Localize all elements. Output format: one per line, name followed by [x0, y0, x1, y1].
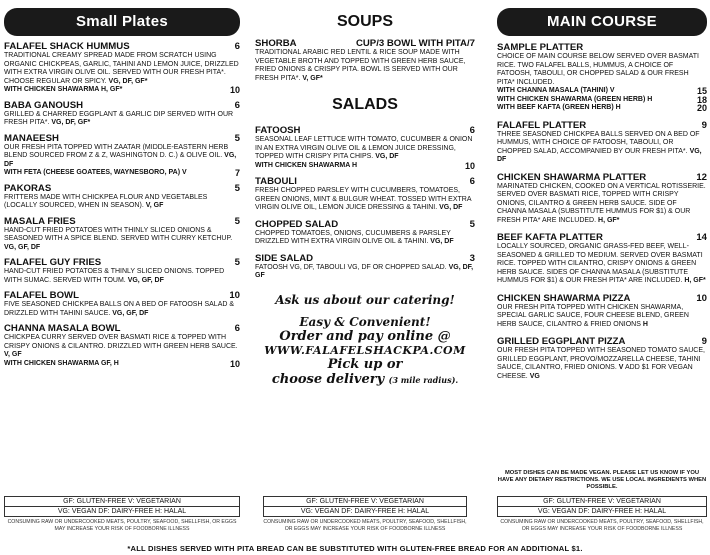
- item-name: PAKORAS: [4, 182, 52, 194]
- small-plate-item: [4, 133, 240, 178]
- item-price: 6: [234, 41, 240, 52]
- item-name: MASALA FRIES: [4, 215, 76, 227]
- item-addon: [4, 169, 240, 178]
- main-course-item: [497, 120, 707, 165]
- addon-label: WITH CHICKEN SHAWARMA H: [255, 161, 358, 169]
- item-heading: [255, 219, 475, 230]
- dietary-tags: VG, DF, GF: [255, 263, 474, 279]
- addon-price: 7: [234, 168, 240, 178]
- item-name: SHORBA: [255, 38, 297, 49]
- legend: GF: GLUTEN-FREE V: VEGETARIAN VG: VEGAN DF: DAIRY-FREE H: HALAL: [4, 496, 240, 517]
- item-name: CHICKEN SHAWARMA PIZZA: [497, 292, 631, 304]
- dietary-tags: VG, GF, DF: [4, 243, 41, 251]
- item-description: [4, 111, 240, 128]
- item-price: 5: [234, 132, 240, 144]
- item-desc-text: OUR FRESH PITA TOPPED WITH CHICKEN SHAWARMA, SPECIAL GARLIC SAUCE, FOUR CHEESE BLEND, GREEN HERB SAUCE, CILANTRO & FRIED ONIONS: [497, 303, 689, 328]
- sample-option: [497, 96, 707, 105]
- item-price: 6: [234, 323, 240, 334]
- small-plate-item: [4, 183, 240, 211]
- item-heading: [4, 100, 240, 111]
- item-price: 9: [701, 119, 707, 131]
- dietary-tags: H: [642, 320, 648, 328]
- item-description: [4, 144, 240, 170]
- food-safety-notice: CONSUMING RAW OR UNDERCOOKED MEATS, POULTRY, SEAFOOD, SHELLFISH, OR EGGS MAY INCREASE YOUR RISK OF FOODBORNE ILLNESS: [500, 519, 704, 532]
- item-name: GRILLED EGGPLANT PIZZA: [497, 336, 626, 347]
- item-price: 3: [469, 252, 475, 264]
- addon-price: 10: [229, 85, 240, 95]
- item-desc-text: OUR FRESH PITA TOPPED WITH SEASONED TOMATO SAUCE, GRILLED EGGPLANT, PROVO/MOZZARELLA CHEESE, TAHINI SAUCE, CILANTRO, FRIED ONIONS.: [497, 347, 705, 371]
- item-price: 10: [696, 292, 707, 304]
- item-name: BEEF KAFTA PLATTER: [497, 232, 603, 243]
- legend: GF: GLUTEN-FREE V: VEGETARIAN VG: VEGAN DF: DAIRY-FREE H: HALAL: [497, 496, 707, 517]
- item-description: [497, 183, 707, 226]
- dietary-tags: V, GF: [145, 202, 164, 209]
- item-heading: [4, 216, 240, 227]
- item-name: CHICKEN SHAWARMA PLATTER: [497, 171, 647, 183]
- salad-item: [255, 253, 475, 281]
- item-desc-text: HAND-CUT FRIED POTATOES & THINLY SLICED ONIONS. TOPPED WITH SUMAC. SERVED WITH TOUM.: [4, 268, 225, 284]
- dietary-tags: VG, GF, DF: [112, 309, 149, 317]
- item-description: [4, 301, 240, 318]
- small-plate-item: [4, 100, 240, 128]
- item-heading: [497, 293, 707, 304]
- dietary-tags: H, GF*: [684, 277, 706, 284]
- soups-heading: SOUPS: [336, 13, 393, 30]
- option-label: WITH CHICKEN SHAWARMA (GREEN HERB) H: [497, 95, 653, 103]
- promo-line-3: Pick up or: [327, 356, 403, 372]
- item-description: [255, 49, 475, 83]
- item-desc-text: CHOPPED TOMATOES, ONIONS, CUCUMBERS & PARSLEY DRIZZLED WITH EXTRA VIRGIN OLIVE OIL & TAHINI.: [255, 229, 451, 245]
- item-description: [4, 227, 240, 253]
- main-course-banner: MAIN COURSE: [497, 8, 707, 36]
- option-label: WITH BEEF KAFTA (GREEN HERB) H: [497, 104, 621, 111]
- item-heading: [4, 257, 240, 268]
- item-desc-text: OUR FRESH PITA TOPPED WITH ZAATAR (MIDDLE-EASTERN HERB BLEND SOURCED FROM Z & Z, WASHINGTON D. C.) & OLIVE OIL.: [4, 143, 229, 159]
- item-description: [4, 194, 240, 211]
- dietary-tags: VG, DF, GF*: [51, 119, 91, 126]
- dietary-tags: VG, DF: [497, 147, 702, 163]
- small-plate-item: [4, 257, 240, 285]
- item-heading: [4, 290, 240, 301]
- item-addon: [4, 360, 240, 369]
- item-price: CUP/3 BOWL WITH PITA/7: [355, 38, 475, 49]
- item-price: 6: [469, 176, 475, 187]
- salad-item: [255, 125, 475, 170]
- main-course-item: [497, 336, 707, 381]
- item-name: FALAFEL PLATTER: [497, 119, 587, 131]
- promo-line-1: Easy & Convenient!: [299, 314, 431, 329]
- item-description: [255, 136, 475, 162]
- item-heading: [4, 133, 240, 144]
- item-description: [255, 230, 475, 247]
- item-heading: [255, 176, 475, 187]
- item-desc-text: SEASONAL LEAF LETTUCE WITH TOMATO, CUCUMBER & ONION IN AN EXTRA VIRGIN OLIVE OIL & LEMON JUICE DRESSING, TOPPED WITH CRISPY PITA CHIPS.: [255, 136, 473, 160]
- item-desc-text: TRADITIONAL CREAMY SPREAD MADE FROM SCRATCH USING ORGANIC CHICKPEAS, GARLIC, TAHINI AND LEMON JUICE, DRIZZLED WITH EXTRA VIRGIN OLIVE OIL. SERVED WITH OUR FRESH PITA*. CHOOSE REGULAR OR SPICY.: [4, 52, 239, 85]
- salad-item: [255, 176, 475, 213]
- dietary-tags: VG, DF: [430, 238, 454, 245]
- sample-platter: SAMPLE PLATTER CHOICE OF MAIN COURSE BELOW SERVED OVER BASMATI RICE. TWO FALAFEL BALLS, HUMMUS, A CHOICE OF FATOOSH, TABOULI, OR CHOPPED SALAD & OUR FRESH PITA* INCLUDED. WITH CHANNA MASALA (TAHINI) V 15 WITH CHICKEN SHAWARMA (GREEN HERB) H 18 WITH BEEF KAFTA (GREEN HERB) H 20: [497, 42, 707, 113]
- promo-line-4: choose delivery (3 mile radius).: [271, 371, 459, 387]
- main-course-column: [497, 0, 707, 532]
- dietary-tags: H, GF*: [598, 216, 620, 224]
- item-price: 10: [229, 290, 240, 301]
- main-course-item: [497, 172, 707, 226]
- food-safety-notice: CONSUMING RAW OR UNDERCOOKED MEATS, POULTRY, SEAFOOD, SHELLFISH, OR EGGS MAY INCREASE YOUR RISK OF FOODBORNE ILLNESS: [263, 519, 467, 532]
- item-desc-text: FIVE SEASONED CHICKPEA BALLS ON A BED OF FATOOSH SALAD & DRIZZLED WITH TAHINI SAUCE.: [4, 301, 235, 317]
- item-price: 12: [696, 171, 707, 183]
- item-description: [4, 334, 240, 360]
- item-heading: [4, 183, 240, 194]
- item-description: [4, 268, 240, 285]
- dietary-tags: VG: [529, 372, 540, 380]
- item-price: 5: [234, 182, 240, 194]
- catering-note: Ask us about our catering!: [275, 292, 455, 307]
- addon-label: WITH CHICKEN SHAWARMA GF, H: [4, 359, 119, 367]
- option-price: 15: [696, 86, 707, 96]
- item-price: 5: [469, 218, 475, 230]
- item-heading: [497, 336, 707, 347]
- item-addon: [255, 162, 475, 171]
- item-desc-text: CHICKPEA CURRY SERVED OVER BASMATI RICE & TOPPED WITH CRISPY ONIONS & CILANTRO. DRIZZLED WITH GREEN HERB SAUCE.: [4, 334, 238, 350]
- item-heading: [4, 41, 240, 52]
- item-heading: [4, 323, 240, 334]
- small-plate-item: [4, 216, 240, 253]
- addon-label: WITH FETA (CHEESE GOATEES, WAYNESBORO, PA) V: [4, 169, 187, 176]
- dietary-tags: V: [618, 364, 624, 371]
- item-heading: [255, 253, 475, 264]
- soup-item: [255, 38, 475, 83]
- item-price: 6: [234, 99, 240, 111]
- item-desc-text: FATOOSH VG, DF, TABOULI VG, DF OR CHOPPED SALAD.: [255, 263, 447, 271]
- item-heading: [497, 120, 707, 131]
- main-course-item: [497, 232, 707, 286]
- option-label: WITH CHANNA MASALA (TAHINI) V: [497, 87, 615, 94]
- item-name: MANAEESH: [4, 132, 59, 144]
- item-name: SIDE SALAD: [255, 252, 314, 264]
- item-name: FALAFEL BOWL: [4, 290, 79, 301]
- item-heading: [497, 172, 707, 183]
- item-price: 9: [701, 336, 707, 347]
- salads-heading: SALADS: [332, 96, 398, 113]
- item-name: FATOOSH: [255, 125, 301, 136]
- item-desc-text: FRITTERS MADE WITH CHICKPEA FLOUR AND VEGETABLES (LOCALLY SOURCED, WHEN IN SEASON).: [4, 193, 208, 209]
- item-description: [497, 304, 707, 330]
- small-plates-banner: Small Plates: [4, 8, 240, 36]
- item-description: [255, 264, 475, 281]
- item-price: 5: [234, 215, 240, 227]
- addon-price: 10: [464, 160, 475, 171]
- item-description: [4, 52, 240, 86]
- option-price: 18: [696, 94, 707, 105]
- item-heading: [255, 38, 475, 49]
- dietary-tags: VG, DF, GF*: [108, 77, 148, 85]
- item-desc-text: MARINATED CHICKEN, COOKED ON A VERTICAL ROTISSERIE. SERVED OVER BASMATI RICE, TOPPED WITH CRISPY ONIONS, CILANTRO & GREEN HERB SAUCE. SIDE OF CHANNA MASALA (SUBSTITUTE HUMMUS FOR $1) & OUR FRESH PITA* ARE INCLUDED.: [497, 182, 706, 224]
- soups-salads-column: [255, 0, 475, 532]
- item-name: FALAFEL SHACK HUMMUS: [4, 41, 130, 52]
- item-description: [497, 243, 707, 286]
- item-desc-text: TRADITIONAL ARABIC RED LENTIL & RICE SOUP MADE WITH VEGETABLE BROTH AND TOPPED WITH GREEN HERB SAUCE, FRIED ONIONS & CRISPY PITA. BOWL IS SERVED WITH OUR FRESH PITA*.: [255, 49, 466, 82]
- item-description: [255, 187, 475, 213]
- item-price: 14: [696, 232, 707, 243]
- main-course-item: [497, 293, 707, 330]
- promo-line-2: Order and pay online @: [279, 328, 451, 344]
- item-desc-text: FRESH CHOPPED PARSLEY WITH CUCUMBERS, TOMATOES, GREEN ONIONS, MINT & BULGUR WHEAT. TOSSED WITH EXTRA VIRGIN OLIVE OIL, LEMON JUICE DRESSING & TAHINI.: [255, 187, 472, 211]
- dietary-tags: VG, DF: [375, 153, 399, 160]
- item-heading: [255, 125, 475, 136]
- item-price: 5: [234, 257, 240, 268]
- item-desc-text: LOCALLY SOURCED, ORGANIC GRASS-FED BEEF, WELL-SEASONED & GRILLED TO MEDIUM. SERVED OVER BASMATI RICE. TOPPED WITH CILANTRO, CRISPY ONIONS & GREEN HERB SAUCE. SIDES OF CHANNA MASALA (SUBSTITUTE HUMMUS FOR $1) & OUR FRESH PITA* ARE INCLUDED.: [497, 243, 703, 284]
- item-heading: [497, 232, 707, 243]
- dietary-tags: VG, DF: [439, 204, 463, 211]
- item-name: BABA GANOUSH: [4, 99, 84, 111]
- small-plates-column: [4, 0, 240, 532]
- item-description: [497, 131, 707, 165]
- item-desc-text: HAND-CUT FRIED POTATOES WITH THINLY SLICED ONIONS & SEASONED WITH A SPICE BLEND. SERVED WITH CURRY KETCHUP.: [4, 226, 233, 242]
- item-desc-text: GRILLED & CHARRED EGGPLANT & GARLIC DIP SERVED WITH OUR FRESH PITA*.: [4, 110, 234, 126]
- item-name: FALAFEL GUY FRIES: [4, 257, 102, 268]
- gluten-free-bread-note: *ALL DISHES SERVED WITH PITA BREAD CAN BE SUBSTITUTED WITH GLUTEN-FREE BREAD FOR AN ADDITIONAL $1.: [127, 544, 583, 553]
- legend: GF: GLUTEN-FREE V: VEGETARIAN VG: VEGAN DF: DAIRY-FREE H: HALAL: [263, 496, 467, 517]
- item-description: [497, 347, 707, 381]
- dietary-tags: V, GF: [4, 351, 22, 358]
- food-safety-notice: CONSUMING RAW OR UNDERCOOKED MEATS, POULTRY, SEAFOOD, SHELLFISH, OR EGGS MAY INCREASE YOUR RISK OF FOODBORNE ILLNESS: [7, 519, 237, 532]
- website-link[interactable]: WWW.FALAFELSHACKPA.COM: [264, 343, 466, 357]
- sample-option: [497, 87, 707, 96]
- dietary-tags: VG, DF: [4, 152, 237, 168]
- addon-price: 10: [229, 358, 240, 369]
- vegan-note: MOST DISHES CAN BE MADE VEGAN. PLEASE LET US KNOW IF YOU HAVE ANY DIETARY RESTRICTIONS. WE USE LOCAL INGREDIENTS WHEN POSSIBLE.: [497, 470, 707, 490]
- small-plate-item: [4, 290, 240, 318]
- item-name: CHOPPED SALAD: [255, 218, 339, 230]
- dietary-tags: VG, GF, DF: [127, 276, 164, 284]
- addon-label: WITH CHICKEN SHAWARMA H, GF*: [4, 86, 123, 93]
- item-name: CHANNA MASALA BOWL: [4, 323, 121, 334]
- small-plate-item: [4, 41, 240, 95]
- option-price: 20: [696, 103, 707, 113]
- sample-option: [497, 104, 707, 113]
- item-desc-text: THREE SEASONED CHICKPEA BALLS SERVED ON A BED OF HUMMUS, WITH CHOICE OF FATOOSH, TABOULI, OR CHOPPED SALAD, ACCOMPANIED BY OUR FRESH PITA*.: [497, 130, 700, 155]
- item-price: 6: [469, 125, 475, 136]
- item-name: TABOULI: [255, 176, 297, 187]
- item-extra: ADD $1 FOR VEGAN CHEESE.: [497, 364, 693, 380]
- dietary-tags: V, GF*: [302, 74, 323, 82]
- item-addon: [4, 86, 240, 95]
- salad-item: [255, 219, 475, 247]
- small-plate-item: [4, 323, 240, 368]
